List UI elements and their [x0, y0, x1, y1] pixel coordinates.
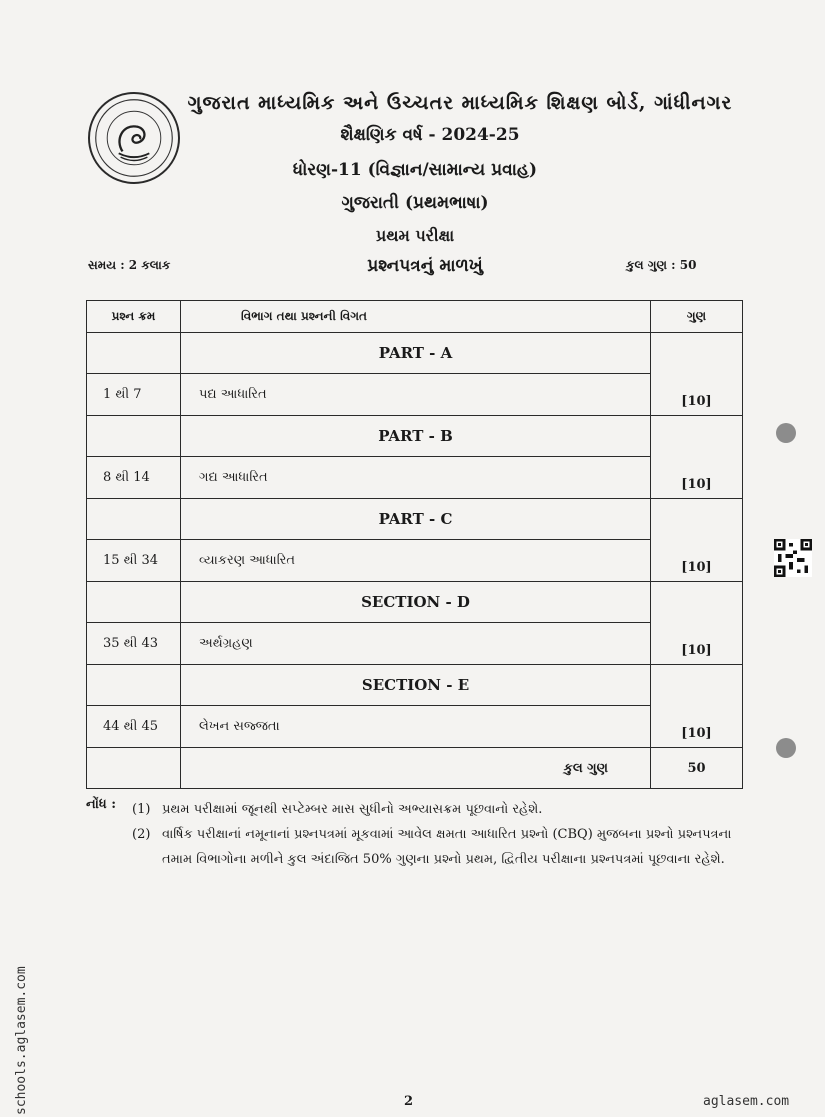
page-number: 2: [404, 1094, 414, 1109]
note-item: [132, 822, 742, 872]
blueprint-title: પ્રશ્નપત્રનું માળખું: [367, 256, 483, 276]
table-row: [87, 623, 743, 665]
qr-code-icon: [774, 539, 812, 577]
section-title: SECTION - D: [181, 582, 651, 623]
note-number: (2): [132, 827, 151, 842]
note-number: (1): [132, 802, 151, 817]
section-row-c: [87, 499, 743, 540]
section-title: SECTION - E: [181, 665, 651, 706]
question-range: 44 થી 45: [87, 706, 181, 748]
exam-name: પ્રથમ પરીક્ષા: [375, 226, 455, 245]
table-row: [87, 374, 743, 416]
section-row-b: [87, 416, 743, 457]
standard-stream: ધોરણ-11 (વિજ્ઞાન/સામાન્ય પ્રવાહ): [292, 160, 538, 180]
question-description: પદ્ય આધારિત: [181, 374, 651, 416]
question-range: 35 થી 43: [87, 623, 181, 665]
question-range: 15 થી 34: [87, 540, 181, 582]
footer-watermark: aglasem.com: [703, 1094, 790, 1109]
question-no-header: પ્રશ્ન ક્રમ: [87, 301, 181, 333]
table-header-row: [87, 301, 743, 333]
total-label: કુલ ગુણ: [181, 748, 651, 789]
question-description: અર્થગ્રહણ: [181, 623, 651, 665]
side-watermark: schools.aglasem.com: [14, 966, 29, 1115]
section-title: PART - B: [181, 416, 651, 457]
section-marks: [10]: [651, 665, 743, 748]
table-row: [87, 540, 743, 582]
total-row: [87, 748, 743, 789]
section-title: PART - A: [181, 333, 651, 374]
note-text: પ્રથમ પરીક્ષામાં જૂનથી સપ્ટેમ્બર માસ સુધીનો અભ્યાસક્રમ પૂછવાનો રહેશે.: [162, 802, 543, 817]
note-item: [132, 797, 742, 822]
total-marks: કુલ ગુણ : 50: [626, 258, 697, 272]
section-marks: [10]: [651, 416, 743, 499]
section-row-d: [87, 582, 743, 623]
notes-label: નોંધ :: [86, 797, 117, 812]
table-row: [87, 457, 743, 499]
academic-year: શૈક્ષણિક વર્ષ - 2024-25: [340, 125, 520, 145]
blueprint-table: [86, 300, 743, 789]
board-logo-icon: [88, 92, 180, 184]
table-row: [87, 706, 743, 748]
details-header: વિભાગ તથા પ્રશ્નની વિગત: [181, 301, 651, 333]
question-description: લેખન સજ્જતા: [181, 706, 651, 748]
question-description: ગદ્ય આધારિત: [181, 457, 651, 499]
marks-header: ગુણ: [651, 301, 743, 333]
punch-hole-icon: [776, 423, 796, 443]
total-value: 50: [651, 748, 743, 789]
question-description: વ્યાકરણ આધારિત: [181, 540, 651, 582]
section-marks: [10]: [651, 582, 743, 665]
note-text: વાર્ષિક પરીક્ષાનાં નમૂનાનાં પ્રશ્નપત્રમાં મૂકવામાં આવેલ ક્ષમતા આધારિત પ્રશ્નો (CBQ) મુજબના પ્રશ્નો પ્રશ્નપત્રના તમામ વિભાગોના મળીને કુલ અંદાજિત 50% ગુણના પ્રશ્નો પ્રથમ, દ્વિતીય પરીક્ષાના પ્રશ્નપત્રમાં પૂછવાના રહેશે.: [162, 827, 732, 867]
question-range: 8 થી 14: [87, 457, 181, 499]
board-name: ગુજરાત માધ્યમિક અને ઉચ્ચતર માધ્યમિક શિક્ષણ બોર્ડ, ગાંધીનગર: [187, 92, 733, 114]
section-row-e: [87, 665, 743, 706]
subject-title: ગુજરાતી (પ્રથમભાષા): [341, 193, 489, 213]
section-marks: [10]: [651, 333, 743, 416]
section-row-a: [87, 333, 743, 374]
time-duration: સમય : 2 કલાક: [88, 258, 171, 272]
question-range: 1 થી 7: [87, 374, 181, 416]
punch-hole-icon: [776, 738, 796, 758]
section-marks: [10]: [651, 499, 743, 582]
section-title: PART - C: [181, 499, 651, 540]
